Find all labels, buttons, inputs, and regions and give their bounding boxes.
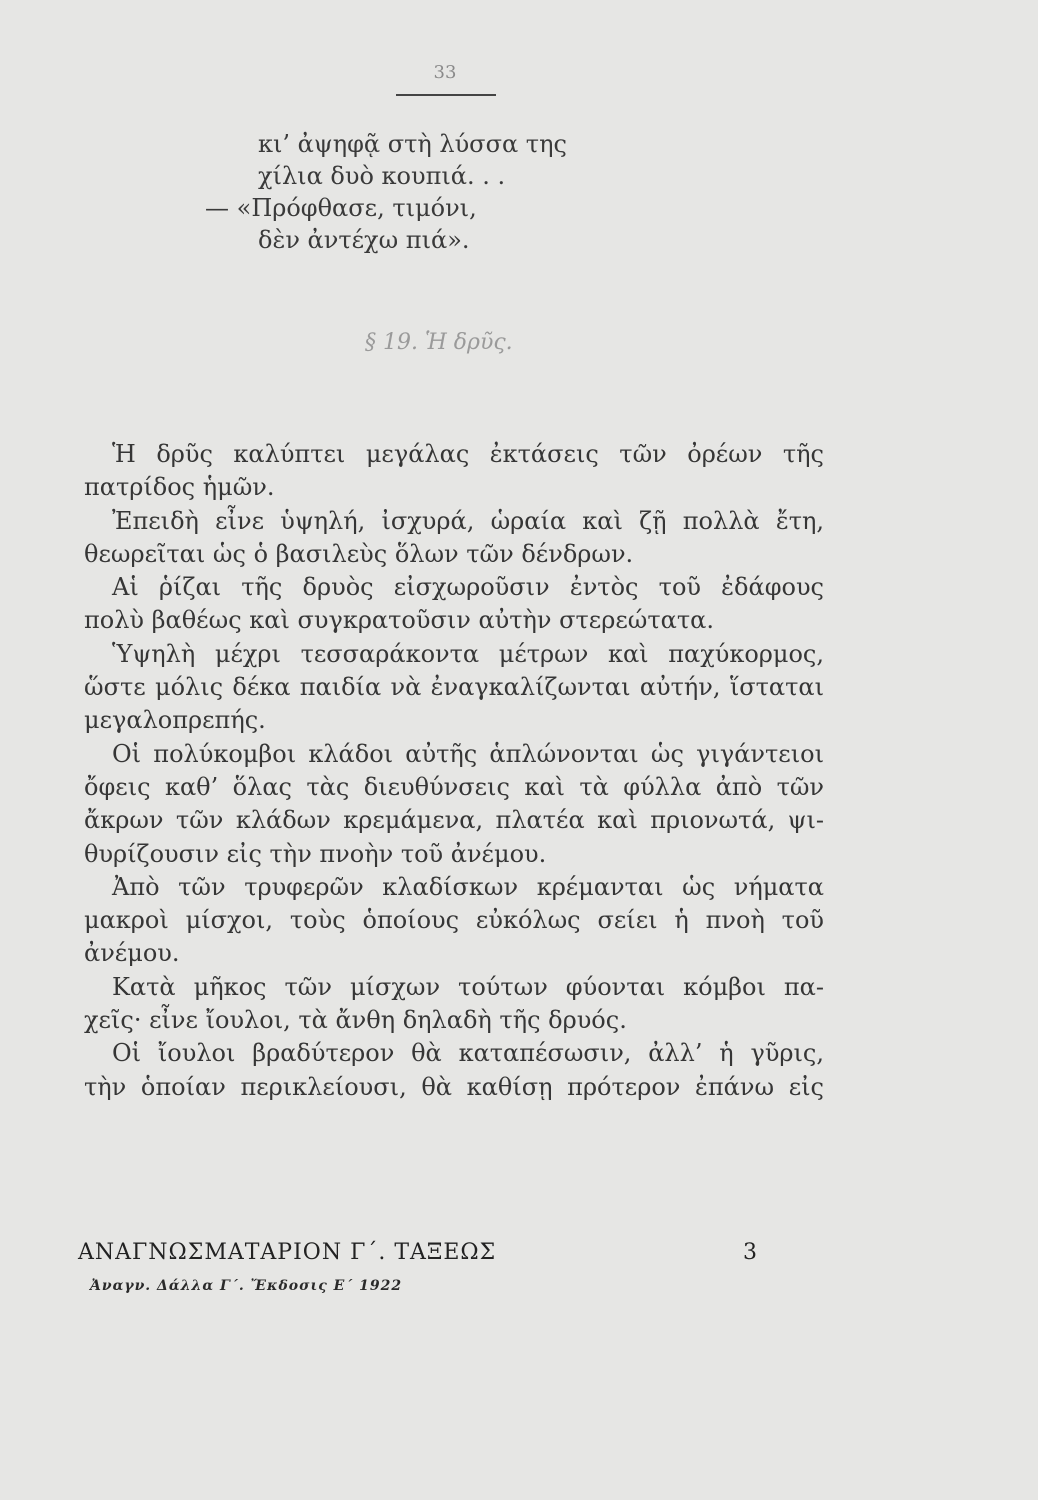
text-line: Οἱ ἴουλοι βραδύτερον θὰ καταπέσωσιν, ἀλλ’ ἡ γῦρις,: [112, 1039, 824, 1068]
text-line: Ἐπειδὴ εἶνε ὑψηλή, ἰσχυρά, ὡραία καὶ ζῇ πολλὰ ἔτη,: [112, 506, 824, 535]
text-line: πολὺ βαθέως καὶ συγκρατοῦσιν αὐτὴν στερεώτατα.: [84, 606, 714, 635]
text-line: θεωρεῖται ὡς ὁ βασιλεὺς ὅλων τῶν δένδρων.: [84, 539, 634, 568]
text-line: Κατὰ μῆκος τῶν μίσχων τούτων φύονται κόμβοι πα-: [112, 972, 824, 1001]
text-line: θυρίζουσιν εἰς τὴν πνοὴν τοῦ ἀνέμου.: [84, 839, 547, 868]
footer-signature-line: [78, 1240, 758, 1265]
text-line: ἀνέμου.: [84, 939, 180, 968]
page-number: 33: [433, 62, 457, 83]
text-line: ὄφεις καθ’ ὅλας τὰς διευθύνσεις καὶ τὰ φύλλα ἀπὸ τῶν: [84, 772, 824, 801]
text-line: Ἡ δρῦς καλύπτει μεγάλας ἐκτάσεις τῶν ὀρέων τῆς: [112, 440, 824, 468]
poem-stanza: [205, 128, 567, 256]
body-text: [84, 438, 824, 1104]
text-line: μεγαλοπρεπής.: [84, 706, 266, 735]
text-line: Ἀπὸ τῶν τρυφερῶν κλαδίσκων κρέμανται ὡς νήματα: [112, 872, 824, 901]
text-line: χεῖς· εἶνε ἴουλοι, τὰ ἄνθη δηλαδὴ τῆς δρυός.: [84, 1006, 627, 1035]
section-heading: § 19. Ἡ δρῦς.: [365, 330, 513, 355]
text-line: ὥστε μόλις δέκα παιδία νὰ ἐναγκαλίζωνται αὐτήν, ἵσταται: [84, 673, 824, 702]
text-line: ἄκρων τῶν κλάδων κρεμάμενα, πλατέα καὶ πριονωτά, ψι-: [84, 806, 824, 835]
text-line: μακροὶ μίσχοι, τοὺς ὁποίους εὐκόλως σείει ἡ πνοὴ τοῦ: [84, 906, 824, 935]
header-rule: [396, 94, 496, 96]
text-line: πατρίδος ἡμῶν.: [84, 473, 275, 502]
text-line: Ὑψηλὴ μέχρι τεσσαράκοντα μέτρων καὶ παχύκορμος,: [112, 639, 824, 668]
text-line: Αἱ ῥίζαι τῆς δρυὸς εἰσχωροῦσιν ἐντὸς τοῦ ἐδάφους: [112, 573, 824, 602]
text-line: Οἱ πολύκομβοι κλάδοι αὐτῆς ἁπλώνονται ὡς γιγάντειοι: [112, 739, 824, 768]
edition-note: Ἀναγν. Δάλλα Γ΄. Ἔκδοσις Ε΄ 1922: [90, 1278, 403, 1294]
text-line: τὴν ὁποίαν περικλείουσι, θὰ καθίσῃ πρότερον ἐπάνω εἰς: [84, 1072, 824, 1101]
poem-line: χίλια δυὸ κουπιά. . .: [258, 162, 506, 190]
signature-number: 3: [743, 1240, 758, 1265]
poem-line: — «Πρόφθασε, τιμόνι,: [205, 194, 477, 222]
book-title: ΑΝΑΓΝΩΣΜΑΤΑΡΙΟΝ Γ΄. ΤΑΞΕΩΣ: [78, 1240, 497, 1265]
poem-line: δὲν ἀντέχω πιά».: [258, 226, 470, 254]
poem-line: κι’ ἀψηφᾷ στὴ λύσσα της: [258, 130, 567, 158]
